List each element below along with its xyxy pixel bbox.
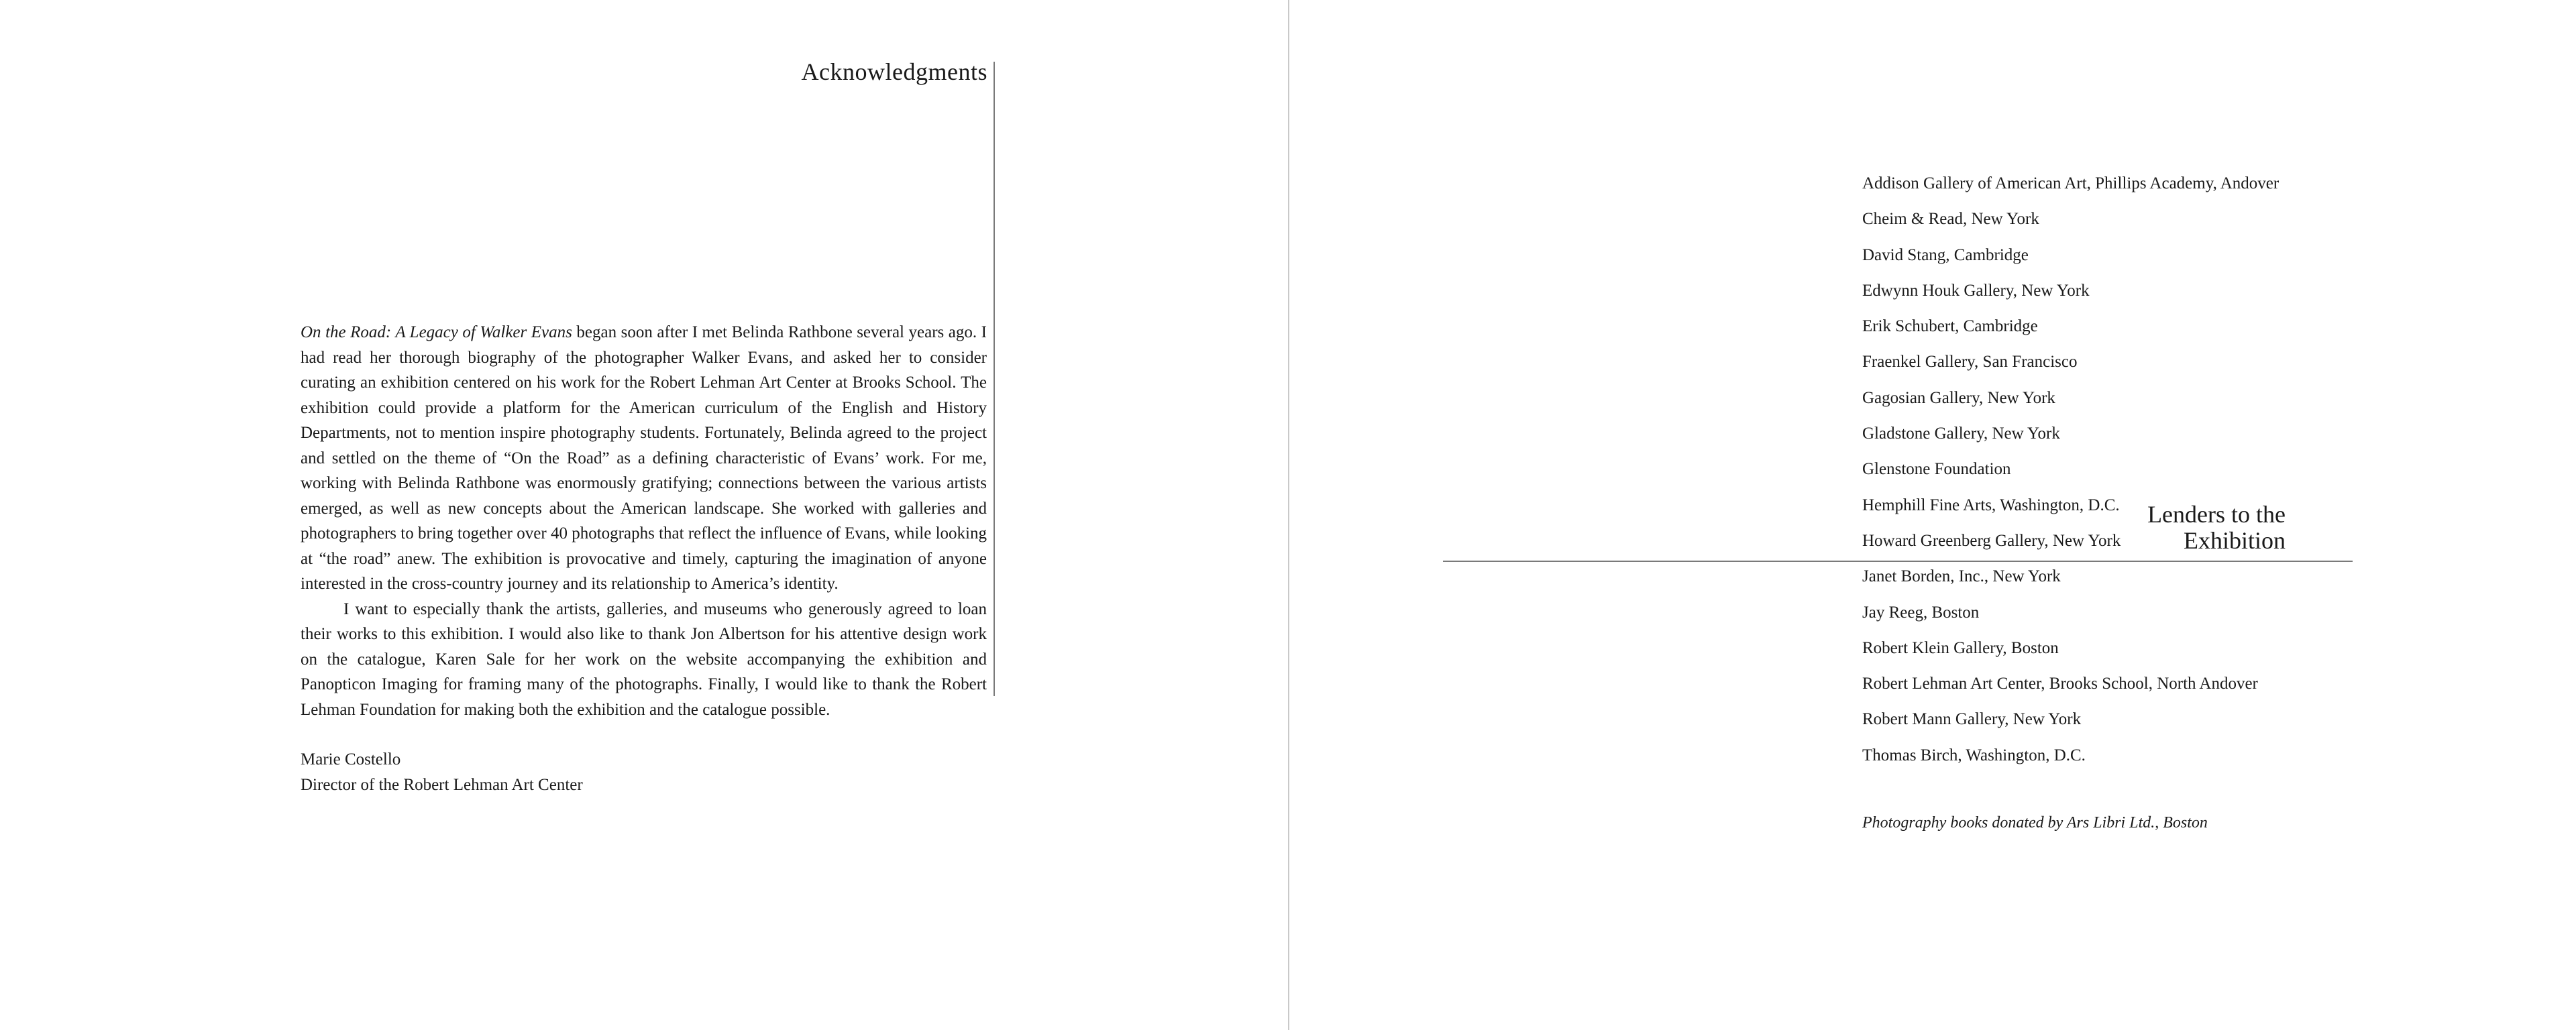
lender-item: Addison Gallery of American Art, Phillips Academy, Andover — [1862, 174, 2279, 192]
lenders-title-line-2: Exhibition — [2184, 527, 2286, 554]
signature-name: Marie Costello — [301, 750, 401, 768]
lender-item: David Stang, Cambridge — [1862, 245, 2029, 264]
lender-item: Erik Schubert, Cambridge — [1862, 317, 2038, 336]
lender-item: Gladstone Gallery, New York — [1862, 424, 2060, 443]
lender-item: Janet Borden, Inc., New York — [1862, 567, 2061, 586]
acknowledgments-body — [301, 320, 987, 722]
paragraph-2: I want to especially thank the artists, galleries, and museums who generously agreed to loan their works to this exhibition. I would also like to thank Jon Albertson for his attentive design work on the catalogue, Karen Sale for her work on the website accompanying the exhibition and Panopticon Imaging for framing many of the photographs. Finally, I would like to thank the Robert Lehman Foundation for making both the exhibition and the catalogue possible. — [301, 599, 987, 719]
lender-item: Fraenkel Gallery, San Francisco — [1862, 353, 2078, 371]
paragraph-1 — [301, 320, 987, 597]
books-credit: Photography books donated by Ars Libri Ltd., Boston — [1862, 814, 2208, 832]
vertical-rule — [994, 62, 995, 696]
lender-item: Hemphill Fine Arts, Washington, D.C. — [1862, 496, 2120, 514]
exhibition-title-italic: On the Road: A Legacy of Walker Evans — [301, 323, 572, 341]
lender-item: Howard Greenberg Gallery, New York — [1862, 531, 2121, 550]
paragraph-1-text: began soon after I met Belinda Rathbone several years ago. I had read her thorough biography of the photographer Walker Evans, and asked her to consider curating an exhibition centered on his work for the Robert Lehman Art Center at Brooks School. The exhibition could provide a platform for the American curriculum of the English and History Departments, not to mention inspire photography students. Fortunately, Belinda agreed to the project and settled on the theme of “On the Road” as a defining characteristic of Evans’ work. For me, working with Belinda Rathbone was enormously gratifying; connections between the various artists emerged, as well as new concepts about the American landscape. She worked with galleries and photographers to bring together over 40 photographs that reflect the influence of Evans, while looking at “the road” anew. The exhibition is provocative and timely, capturing the imagination of anyone interested in the cross-country journey and its relationship to America’s identity. — [301, 323, 987, 593]
lender-item: Glenstone Foundation — [1862, 460, 2011, 479]
acknowledgments-title: Acknowledgments — [801, 58, 987, 85]
lender-item: Jay Reeg, Boston — [1862, 603, 1980, 622]
lender-item: Gagosian Gallery, New York — [1862, 388, 2055, 407]
lender-item: Thomas Birch, Washington, D.C. — [1862, 746, 2086, 764]
lender-item: Robert Klein Gallery, Boston — [1862, 638, 2059, 657]
lender-item: Edwynn Houk Gallery, New York — [1862, 281, 2090, 300]
lenders-title-line-1: Lenders to the — [2147, 501, 2286, 528]
lenders-list — [1862, 171, 2279, 779]
lender-item: Cheim & Read, New York — [1862, 210, 2039, 229]
lender-item: Robert Lehman Art Center, Brooks School, North Andover — [1862, 675, 2258, 693]
signature-block — [301, 747, 583, 797]
lender-item: Robert Mann Gallery, New York — [1862, 710, 2082, 729]
signature-title: Director of the Robert Lehman Art Center — [301, 775, 583, 794]
